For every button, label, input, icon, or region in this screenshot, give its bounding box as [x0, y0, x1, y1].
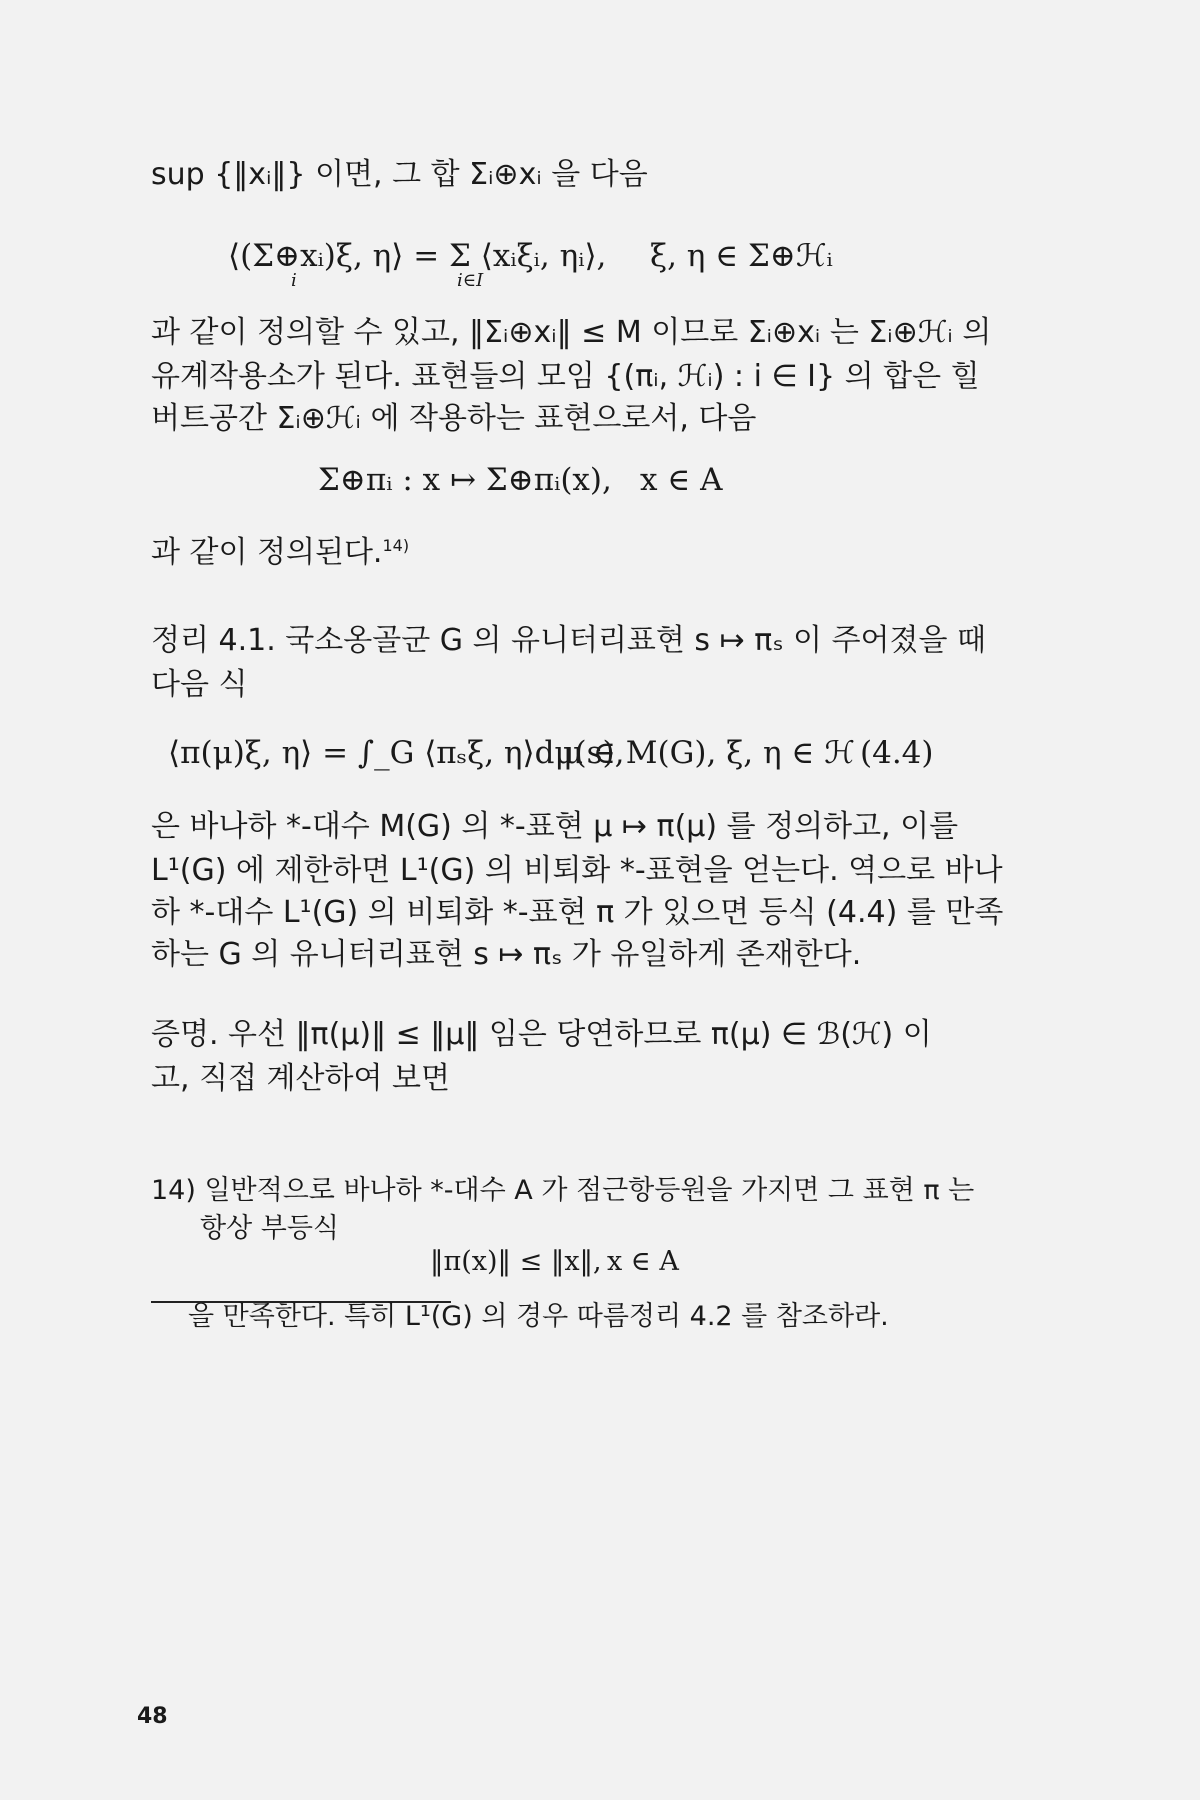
equation-4-4-domain: μ ∈ M(G), ξ, η ∈ ℋ: [563, 735, 855, 771]
text-line-13: 고, 직접 계산하여 보면: [151, 1061, 450, 1096]
footnote-line-2: 항상 부등식: [200, 1213, 339, 1244]
proof-heading: 증명. 우선 ‖π(μ)‖ ≤ ‖μ‖ 임은 당연하므로 π(μ) ∈ ℬ(ℋ) 이: [151, 1017, 932, 1052]
equation-2-right: x ∈ A: [640, 462, 723, 498]
equation-1-sub-iI: i∈I: [457, 270, 484, 291]
text-line-2: 과 같이 정의할 수 있고, ‖Σᵢ⊕xᵢ‖ ≤ M 이므로 Σᵢ⊕xᵢ 는 Σᵢ⊕ℋᵢ 의: [151, 315, 992, 350]
text-line-10: 하 *-대수 L¹(G) 의 비퇴화 *-표현 π 가 있으면 등식 (4.4) 를 만족: [151, 895, 1004, 930]
equation-tag: (4.4): [860, 735, 934, 771]
text-line-5-body: 과 같이 정의된다.: [151, 535, 383, 570]
footnote-formula: ‖π(x)‖ ≤ ‖x‖,: [430, 1246, 602, 1277]
text-line-11: 하는 G 의 유니터리표현 s ↦ πₛ 가 유일하게 존재한다.: [151, 937, 862, 972]
text-line-4: 버트공간 Σᵢ⊕ℋᵢ 에 작용하는 표현으로서, 다음: [151, 401, 757, 436]
footnote-line-3: 을 만족한다. 특히 L¹(G) 의 경우 따름정리 4.2 를 참조하라.: [188, 1301, 889, 1332]
text-line-3: 유계작용소가 된다. 표현들의 모임 {(πᵢ, ℋᵢ) : i ∈ I} 의 합은 힐: [151, 359, 980, 394]
theorem-heading: 정리 4.1. 국소옹골군 G 의 유니터리표현 s ↦ πₛ 이 주어졌을 때: [151, 623, 987, 658]
text-line-5: [151, 535, 410, 570]
equation-direct-sum-rep: Σ⊕πᵢ : x ↦ Σ⊕πᵢ(x),: [318, 462, 612, 498]
footnote-ref: 14): [382, 536, 410, 555]
text-line-7: 다음 식: [151, 667, 248, 702]
page-number: 48: [137, 1704, 168, 1729]
equation-1-sub-i: i: [291, 270, 297, 291]
equation-4-4: ⟨π(μ)ξ, η⟩ = ∫_G ⟨πₛξ, η⟩dμ(s),: [168, 735, 625, 771]
equation-1-right: ξ, η ∈ Σ⊕ℋᵢ: [650, 238, 833, 274]
footnote-formula-right: x ∈ A: [607, 1246, 679, 1277]
equation-1-left: ⟨(Σ⊕xᵢ)ξ, η⟩ = Σ ⟨xᵢξᵢ, ηᵢ⟩,: [228, 238, 607, 274]
equation-inner-product-sum: [228, 238, 606, 274]
footnote-line-1: 14) 일반적으로 바나하 *-대수 A 가 점근항등원을 가지면 그 표현 π 는: [151, 1175, 975, 1206]
text-line-9: L¹(G) 에 제한하면 L¹(G) 의 비퇴화 *-표현을 얻는다. 역으로 바나: [151, 853, 1003, 888]
text-line-8: 은 바나하 *-대수 M(G) 의 *-표현 μ ↦ π(μ) 를 정의하고, 이를: [151, 809, 959, 844]
text-line-1: sup {‖xᵢ‖} 이면, 그 합 Σᵢ⊕xᵢ 을 다음: [151, 157, 648, 192]
